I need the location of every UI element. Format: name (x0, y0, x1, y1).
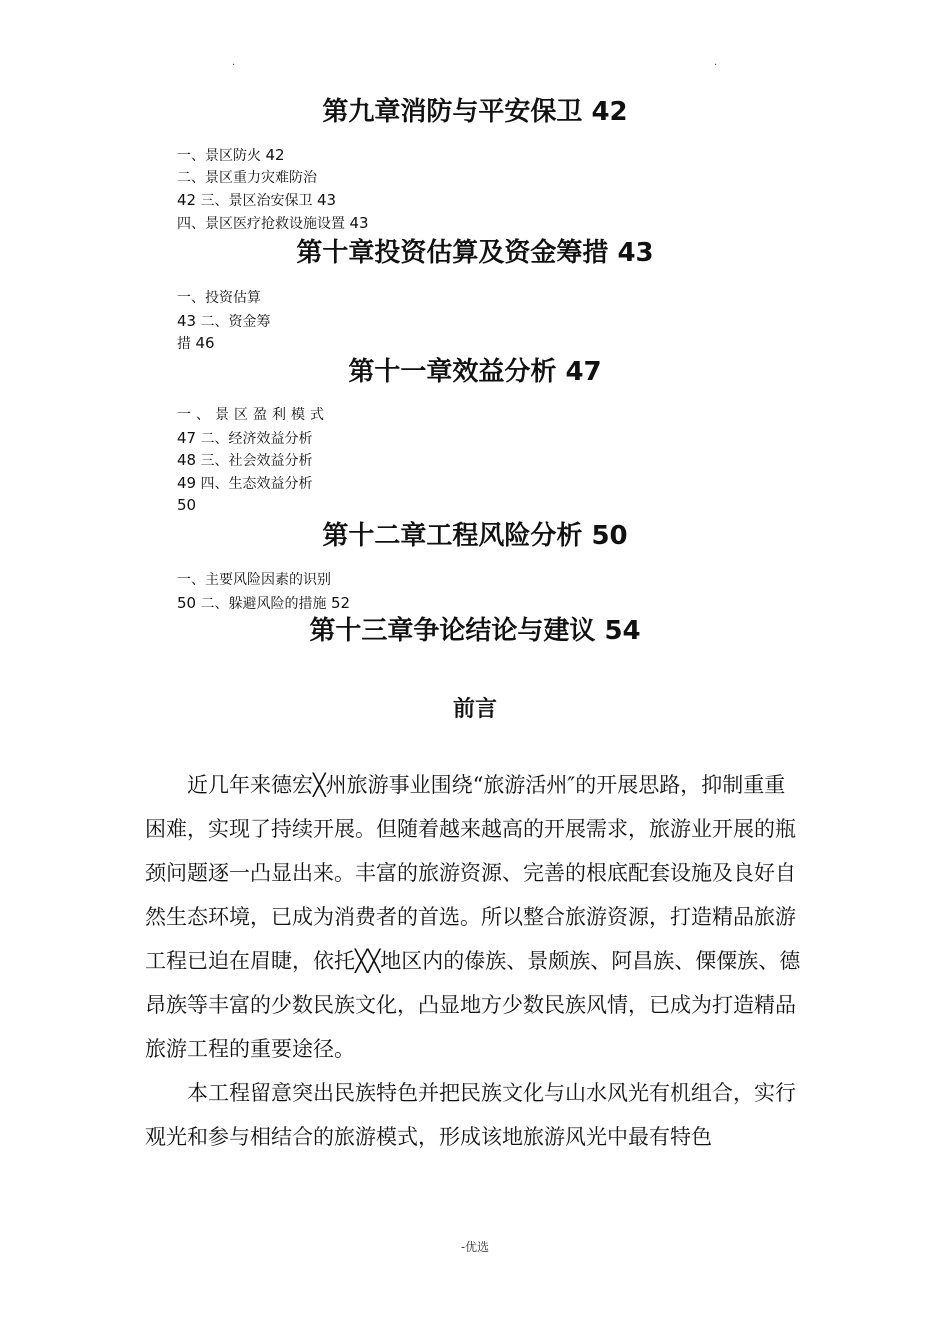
page-footer: -优选 (460, 1240, 490, 1254)
toc-chapter-11-heading: 第十一章效益分析 47 (348, 357, 602, 387)
toc-line: 50 二、躲避风险的措施 52 (177, 593, 351, 612)
toc-line: 47 二、经济效益分析 (177, 428, 313, 447)
toc-line: 措 46 (177, 334, 215, 352)
toc-line: 二、景区重力灾难防治 (177, 169, 317, 186)
toc-line: 42 三、景区治安保卫 43 (177, 191, 337, 209)
toc-line: 一、投资估算 (177, 290, 261, 306)
preface-paragraph-1: 近几年来德宏╳州旅游事业围绕“旅游活州″的开展思路，抑制重重困难，实现了持续开展。但随着越来越高的开展需求，旅游业开展的瓶颈问题逐一凸显出来。丰富的旅游资源、完善的根底配套设施及良好自然生态环境，已成为消费者的首选。所以整合旅游资源，打造精品旅游工程已迫在眉睫，依托╳╳地区内的傣族、景颇族、阿昌族、傈僳族、德昂族等丰富的少数民族文化，凸显地方少数民族风情，已成为打造精品旅游工程的重要途径。 (145, 773, 801, 1061)
toc-line: 一、景区盈利模式 (177, 407, 329, 423)
preface-paragraph-2: 本工程留意突出民族特色并把民族文化与山水风光有机组合，实行观光和参与相结合的旅游模式，形成该地旅游风光中最有特色 (145, 1081, 796, 1149)
toc-line: 49 四、生态效益分析 (177, 473, 313, 492)
toc-chapter-9-heading: 第九章消防与平安保卫 42 (322, 97, 628, 127)
header-mark-left: . (232, 57, 236, 68)
preface-title: 前言 (452, 697, 497, 722)
toc-chapter-9-list (177, 144, 369, 234)
toc-chapter-13-heading: 第十三章争论结论与建议 54 (309, 616, 641, 646)
toc-chapter-12-heading: 第十二章工程风险分析 50 (322, 521, 628, 551)
toc-line: 43 二、资金筹 (177, 311, 271, 330)
toc-line: 50 (177, 496, 197, 514)
toc-line: 四、景区医疗抢救设施设置 43 (177, 213, 369, 232)
toc-chapter-12-list (177, 569, 350, 614)
toc-line: 一、主要风险因素的识别 (177, 572, 331, 588)
toc-chapter-10-list (177, 287, 271, 355)
toc-line: 48 三、社会效益分析 (177, 451, 313, 469)
header-mark-right: . (714, 57, 718, 68)
toc-chapter-11-list (177, 404, 329, 517)
toc-chapter-10-heading: 第十章投资估算及资金筹措 43 (296, 238, 654, 268)
toc-line: 一、景区防火 42 (177, 146, 285, 164)
